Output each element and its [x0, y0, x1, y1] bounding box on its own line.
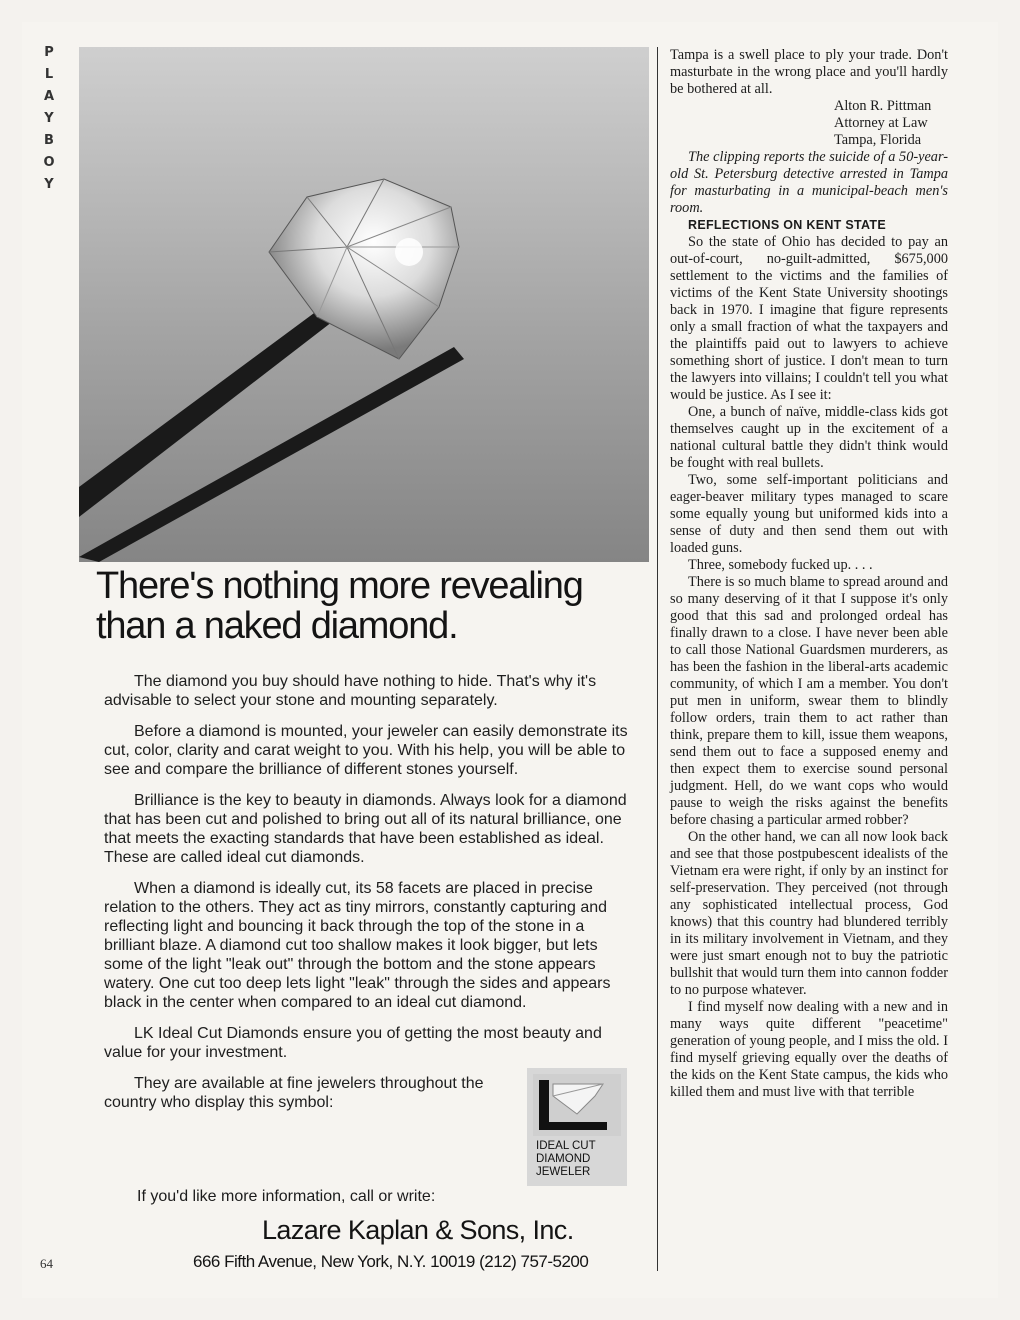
column-paragraph: So the state of Ohio has decided to pay an out-of-court, no-guilt-admitted, $675,000 settlement to the victims and the families of victims of the Kent State University shootings back in 1970. I imagine that figure represents only a small fraction of what the taxpayers and the plaintiffs paid out to lawyers to achieve something short of justice. I don't mean to turn the lawyers into villains; I couldn't tell you what would be justice. As I see it:	[670, 234, 948, 403]
masthead-letter: Y	[44, 177, 56, 192]
letters-column	[670, 47, 948, 1101]
diamond-illustration	[79, 47, 649, 562]
logo-line: DIAMOND	[536, 1153, 591, 1165]
ad-call-to-action: If you'd like more information, call or write:	[137, 1188, 436, 1205]
masthead-letter: A	[43, 89, 57, 104]
signature-line: Attorney at Law	[834, 115, 928, 131]
headline-line-2: than a naked diamond.	[96, 605, 458, 647]
logo-line: JEWELER	[536, 1166, 591, 1178]
letter-text: Tampa is a swell place to ply your trade. Don't masturbate in the wrong place and you'll hardly be bothered at all.	[670, 47, 948, 97]
ad-paragraph: LK Ideal Cut Diamonds ensure you of getting the most beauty and value for your investment.	[104, 1025, 602, 1061]
ad-paragraph: When a diamond is ideally cut, its 58 facets are placed in precise relation to the others. They act as tiny mirrors, constantly capturing and reflecting light and bouncing it back through the top of the stone in a brilliant blaze. A diamond cut too shallow makes it look bigger, but lets some of the light "leak out" through the bottom and the stone appears watery. One cut too deep lets light "leak" through the sides and appears black in the center when compared to an ideal cut diamond.	[104, 880, 611, 1011]
column-paragraph: Two, some self-important politicians and eager-beaver military types managed to scare some equally young but uniformed kids into a sense of duty and then send them out with loaded guns.	[670, 472, 948, 556]
page-number: 64	[40, 1256, 53, 1271]
company-address: 666 Fifth Avenue, New York, N.Y. 10019 (212) 757-5200	[193, 1252, 589, 1271]
masthead-letter: Y	[44, 111, 56, 126]
signature-line: Alton R. Pittman	[834, 98, 932, 114]
company-name: Lazare Kaplan & Sons, Inc.	[262, 1215, 574, 1245]
masthead-letter: B	[44, 133, 56, 148]
section-title: REFLECTIONS ON KENT STATE	[688, 218, 887, 232]
masthead	[40, 42, 60, 196]
masthead-letter: O	[43, 155, 57, 170]
headline-line-1: There's nothing more revealing	[96, 565, 583, 607]
ad-paragraph: Before a diamond is mounted, your jeweler can easily demonstrate its cut, color, clarity and carat weight to you. With his help, you will be able to see and compare the brilliance of different stones yourself.	[104, 723, 628, 778]
ad-headline	[96, 566, 656, 646]
ad-paragraph: Brilliance is the key to beauty in diamonds. Always look for a diamond that has been cut and polished to bring out all of its natural brilliance, one that meets the exacting standards that have been established as ideal. These are called ideal cut diamonds.	[104, 792, 627, 866]
editor-note: The clipping reports the suicide of a 50-year-old St. Petersburg detective arrested in Tampa for masturbating in a municipal-beach men's room.	[670, 149, 948, 216]
signature-line: Tampa, Florida	[834, 132, 922, 148]
column-paragraph: On the other hand, we can all now look back and see that those postpubescent idealists of the Vietnam era were right, if only by an instinct for self-preservation. They perceived (not through any sophisticated intellectual process, God knows) that this country had blundered terribly in its military involvement in Vietnam, and they were just smart enough not to buy the patriotic bullshit that would turn them into cannon fodder to no purpose whatever.	[670, 829, 948, 998]
column-paragraph: Three, somebody fucked up. . . .	[688, 557, 873, 573]
masthead-letter: P	[44, 45, 56, 60]
ad-paragraph: The diamond you buy should have nothing to hide. That's why it's advisable to select your stone and mounting separately.	[104, 673, 597, 709]
column-paragraph: I find myself now dealing with a new and in many ways quite different "peacetime" generation of young people, and I miss the old. I find myself grieving equally over the deaths of the kids on the Kent State campus, the kids who killed them and must live with that terrible	[670, 999, 948, 1100]
diamond-photo	[79, 47, 649, 562]
ad-body	[104, 672, 636, 1124]
ad-paragraph: They are available at fine jewelers throughout the country who display this symbol:	[104, 1075, 484, 1111]
logo-line: IDEAL CUT	[536, 1140, 596, 1152]
lk-logo-icon	[533, 1074, 621, 1136]
logo-caption	[536, 1140, 596, 1179]
masthead-letter: L	[44, 67, 56, 82]
column-divider	[657, 47, 658, 1271]
column-paragraph: There is so much blame to spread around and so many deserving of it that I suppose it's only good that this sad and prolonged ordeal has finally drawn to a close. I have never been able to call those National Guardsmen murderers, as has been the fashion in the liberal-arts academic community, of which I am a member. You don't put men in uniform, swear them to blindly follow orders, train them to act rather than think, prepare them to kill, issue them weapons, send them out to face a supposed enemy and then expect them to exercise sound personal judgment. Hell, do we want cops who would pause to weigh the risks against the benefits before chasing a particular armed robber?	[670, 574, 948, 828]
letter-signature	[670, 98, 948, 149]
ideal-cut-logo	[527, 1068, 627, 1186]
column-paragraph: One, a bunch of naïve, middle-class kids got themselves caught up in the excitement of a national cultural battle they didn't think would be fought with real bullets.	[670, 404, 948, 471]
